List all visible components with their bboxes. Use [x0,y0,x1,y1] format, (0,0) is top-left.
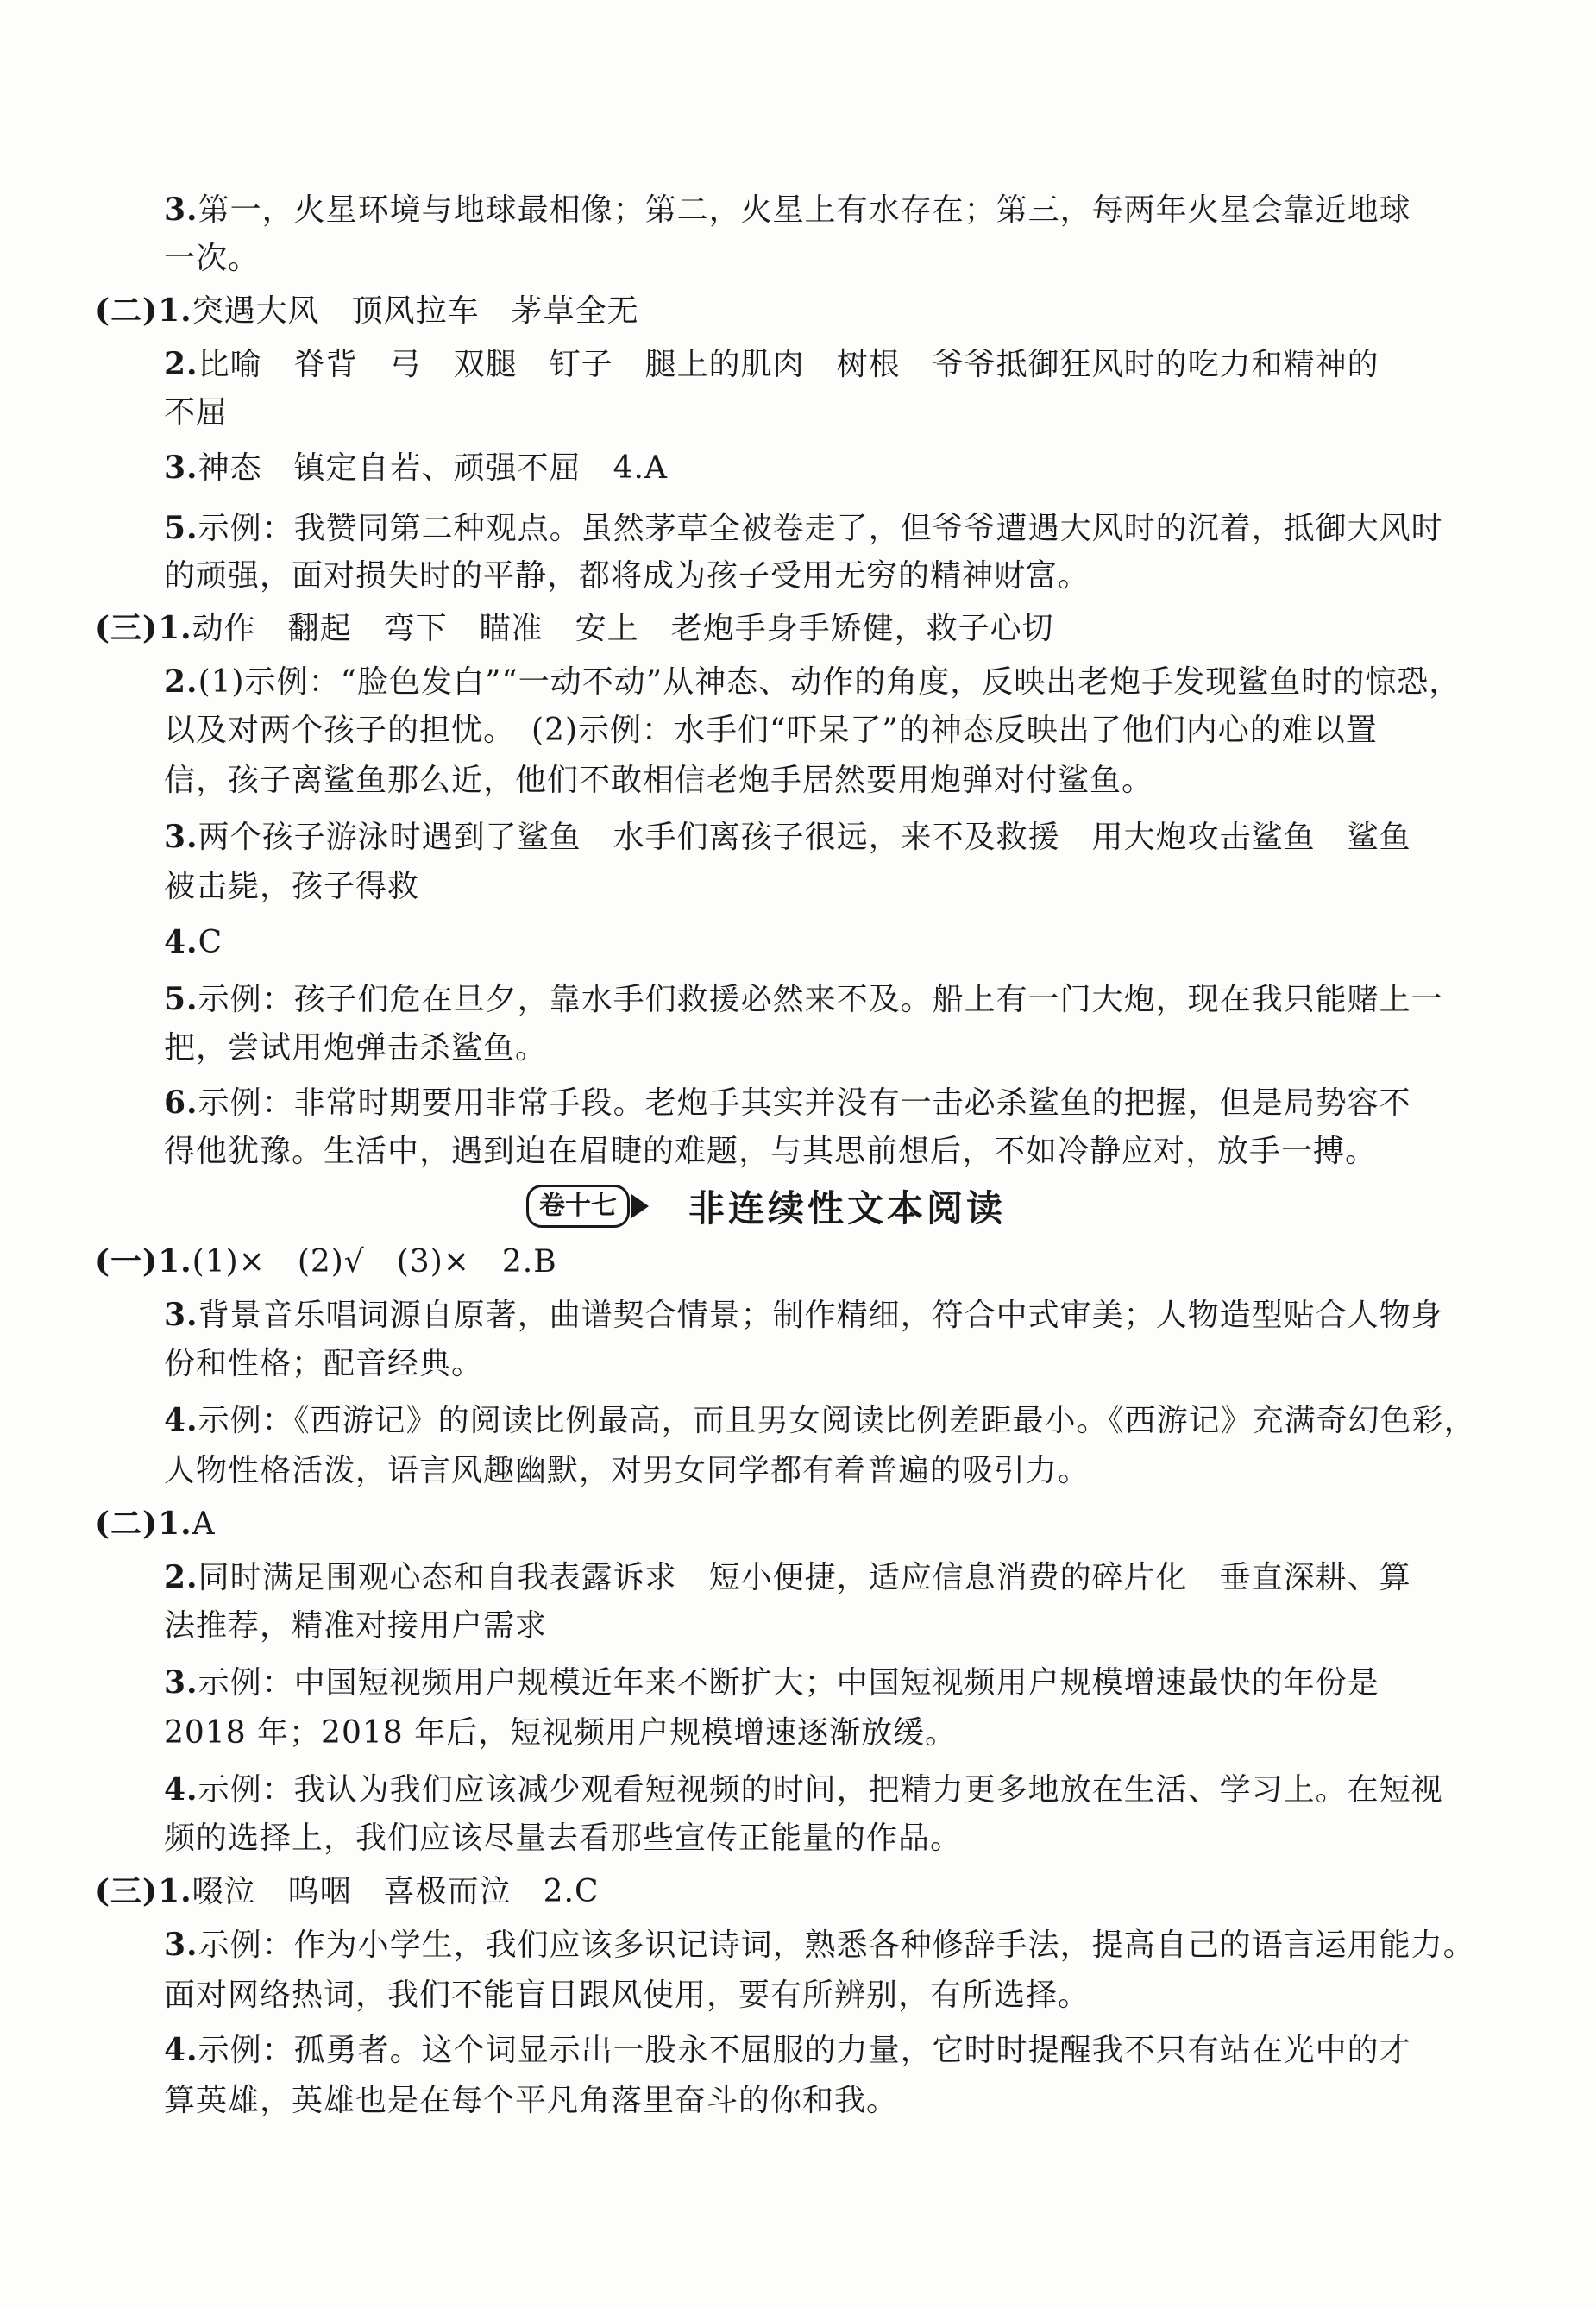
section-tag [526,1185,649,1228]
answer-line: 法推荐，精准对接用户需求 [164,1608,548,1644]
answer-line: 3.两个孩子游泳时遇到了鲨鱼 水手们离孩子很远，来不及救援 用大炮攻击鲨鱼 鲨鱼 [164,819,1411,855]
section-heading [526,1180,1006,1232]
answer-line: 人物性格活泼，语言风趣幽默，对男女同学都有着普遍的吸引力。 [164,1453,1090,1488]
answer-line: 频的选择上，我们应该尽量去看那些宣传正能量的作品。 [164,1821,963,1856]
answer-line: 2.同时满足围观心态和自我表露诉求 短小便捷，适应信息消费的碎片化 垂直深耕、算 [164,1559,1411,1595]
answer-line: (二)1.突遇大风 顶风拉车 茅草全无 [95,292,639,329]
answer-line: (二)1.A [95,1506,216,1542]
answer-line: 份和性格；配音经典。 [164,1346,484,1381]
answer-line: 3.示例：作为小学生，我们应该多识记诗词，熟悉各种修辞手法，提高自己的语言运用能力。 [164,1927,1475,1963]
answer-line: 4.示例：《西游记》的阅读比例最高，而且男女阅读比例差距最小。《西游记》充满奇幻色彩， [164,1402,1476,1438]
answer-line: 得他犹豫。生活中，遇到迫在眉睫的难题，与其思前想后，不如冷静应对，放手一搏。 [164,1134,1378,1169]
answer-line: 2.比喻 脊背 弓 双腿 钉子 腿上的肌肉 树根 爷爷抵御狂风时的吃力和精神的 [164,346,1379,382]
answer-line: 6.示例：非常时期要用非常手段。老炮手其实并没有一击必杀鲨鱼的把握，但是局势容不 [164,1085,1411,1121]
answer-line: 把，尝试用炮弹击杀鲨鱼。 [164,1030,548,1066]
answer-line: (三)1.动作 翻起 弯下 瞄准 安上 老炮手身手矫健，救子心切 [95,610,1054,646]
answer-line: 2018 年；2018 年后，短视频用户规模增速逐渐放缓。 [164,1715,958,1751]
answer-line: 3.示例：中国短视频用户规模近年来不断扩大；中国短视频用户规模增速最快的年份是 [164,1664,1379,1701]
answer-line: 一次。 [164,241,261,276]
answer-line: 3.第一，火星环境与地球最相像；第二，火星上有水存在；第三，每两年火星会靠近地球 [164,192,1411,228]
answer-line: 5.示例：孩子们危在旦夕，靠水手们救援必然来不及。船上有一门大炮，现在我只能赌上一 [164,981,1443,1017]
answer-line: 5.示例：我赞同第二种观点。虽然茅草全被卷走了，但爷爷遭遇大风时的沉着，抵御大风时 [164,510,1443,546]
answer-line: (三)1.啜泣 呜咽 喜极而泣 2.C [95,1873,600,1909]
answer-line: 以及对两个孩子的担忧。 (2)示例：水手们“吓呆了”的神态反映出了他们内心的难以置 [164,713,1378,748]
answer-line: 3.背景音乐唱词源自原著，曲谱契合情景；制作精细，符合中式审美；人物造型贴合人物身 [164,1297,1443,1333]
answer-line: 算英雄，英雄也是在每个平凡角落里奋斗的你和我。 [164,2083,899,2118]
answer-line: (一)1.(1)× (2)√ (3)× 2.B [95,1243,557,1280]
answer-line: 被击毙，孩子得救 [164,869,420,904]
answer-line: 2.(1)示例：“脸色发白”“一动不动”从神态、动作的角度，反映出老炮手发现鲨鱼时的惊恐， [164,663,1461,700]
answer-line: 4.示例：我认为我们应该减少观看短视频的时间，把精力更多地放在生活、学习上。在短视 [164,1771,1443,1808]
answer-line: 不屈 [164,395,229,431]
section-title: 非连续性文本阅读 [688,1187,1007,1229]
section-tag-label: 卷十七 [526,1185,630,1228]
answer-line: 3.神态 镇定自若、顽强不屈 4.A [164,450,668,486]
answer-line: 4.示例：孤勇者。这个词显示出一股永不屈服的力量，它时时提醒我不只有站在光中的才 [164,2032,1411,2068]
answer-line: 信，孩子离鲨鱼那么近，他们不敢相信老炮手居然要用炮弹对付鲨鱼。 [164,763,1154,798]
answer-line: 的顽强，面对损失时的平静，都将成为孩子受用无穷的精神财富。 [164,558,1090,594]
arrow-right-icon [631,1194,649,1218]
answer-line: 面对网络热词，我们不能盲目跟风使用，要有所辨别，有所选择。 [164,1978,1090,2013]
answer-line: 4.C [164,924,223,960]
